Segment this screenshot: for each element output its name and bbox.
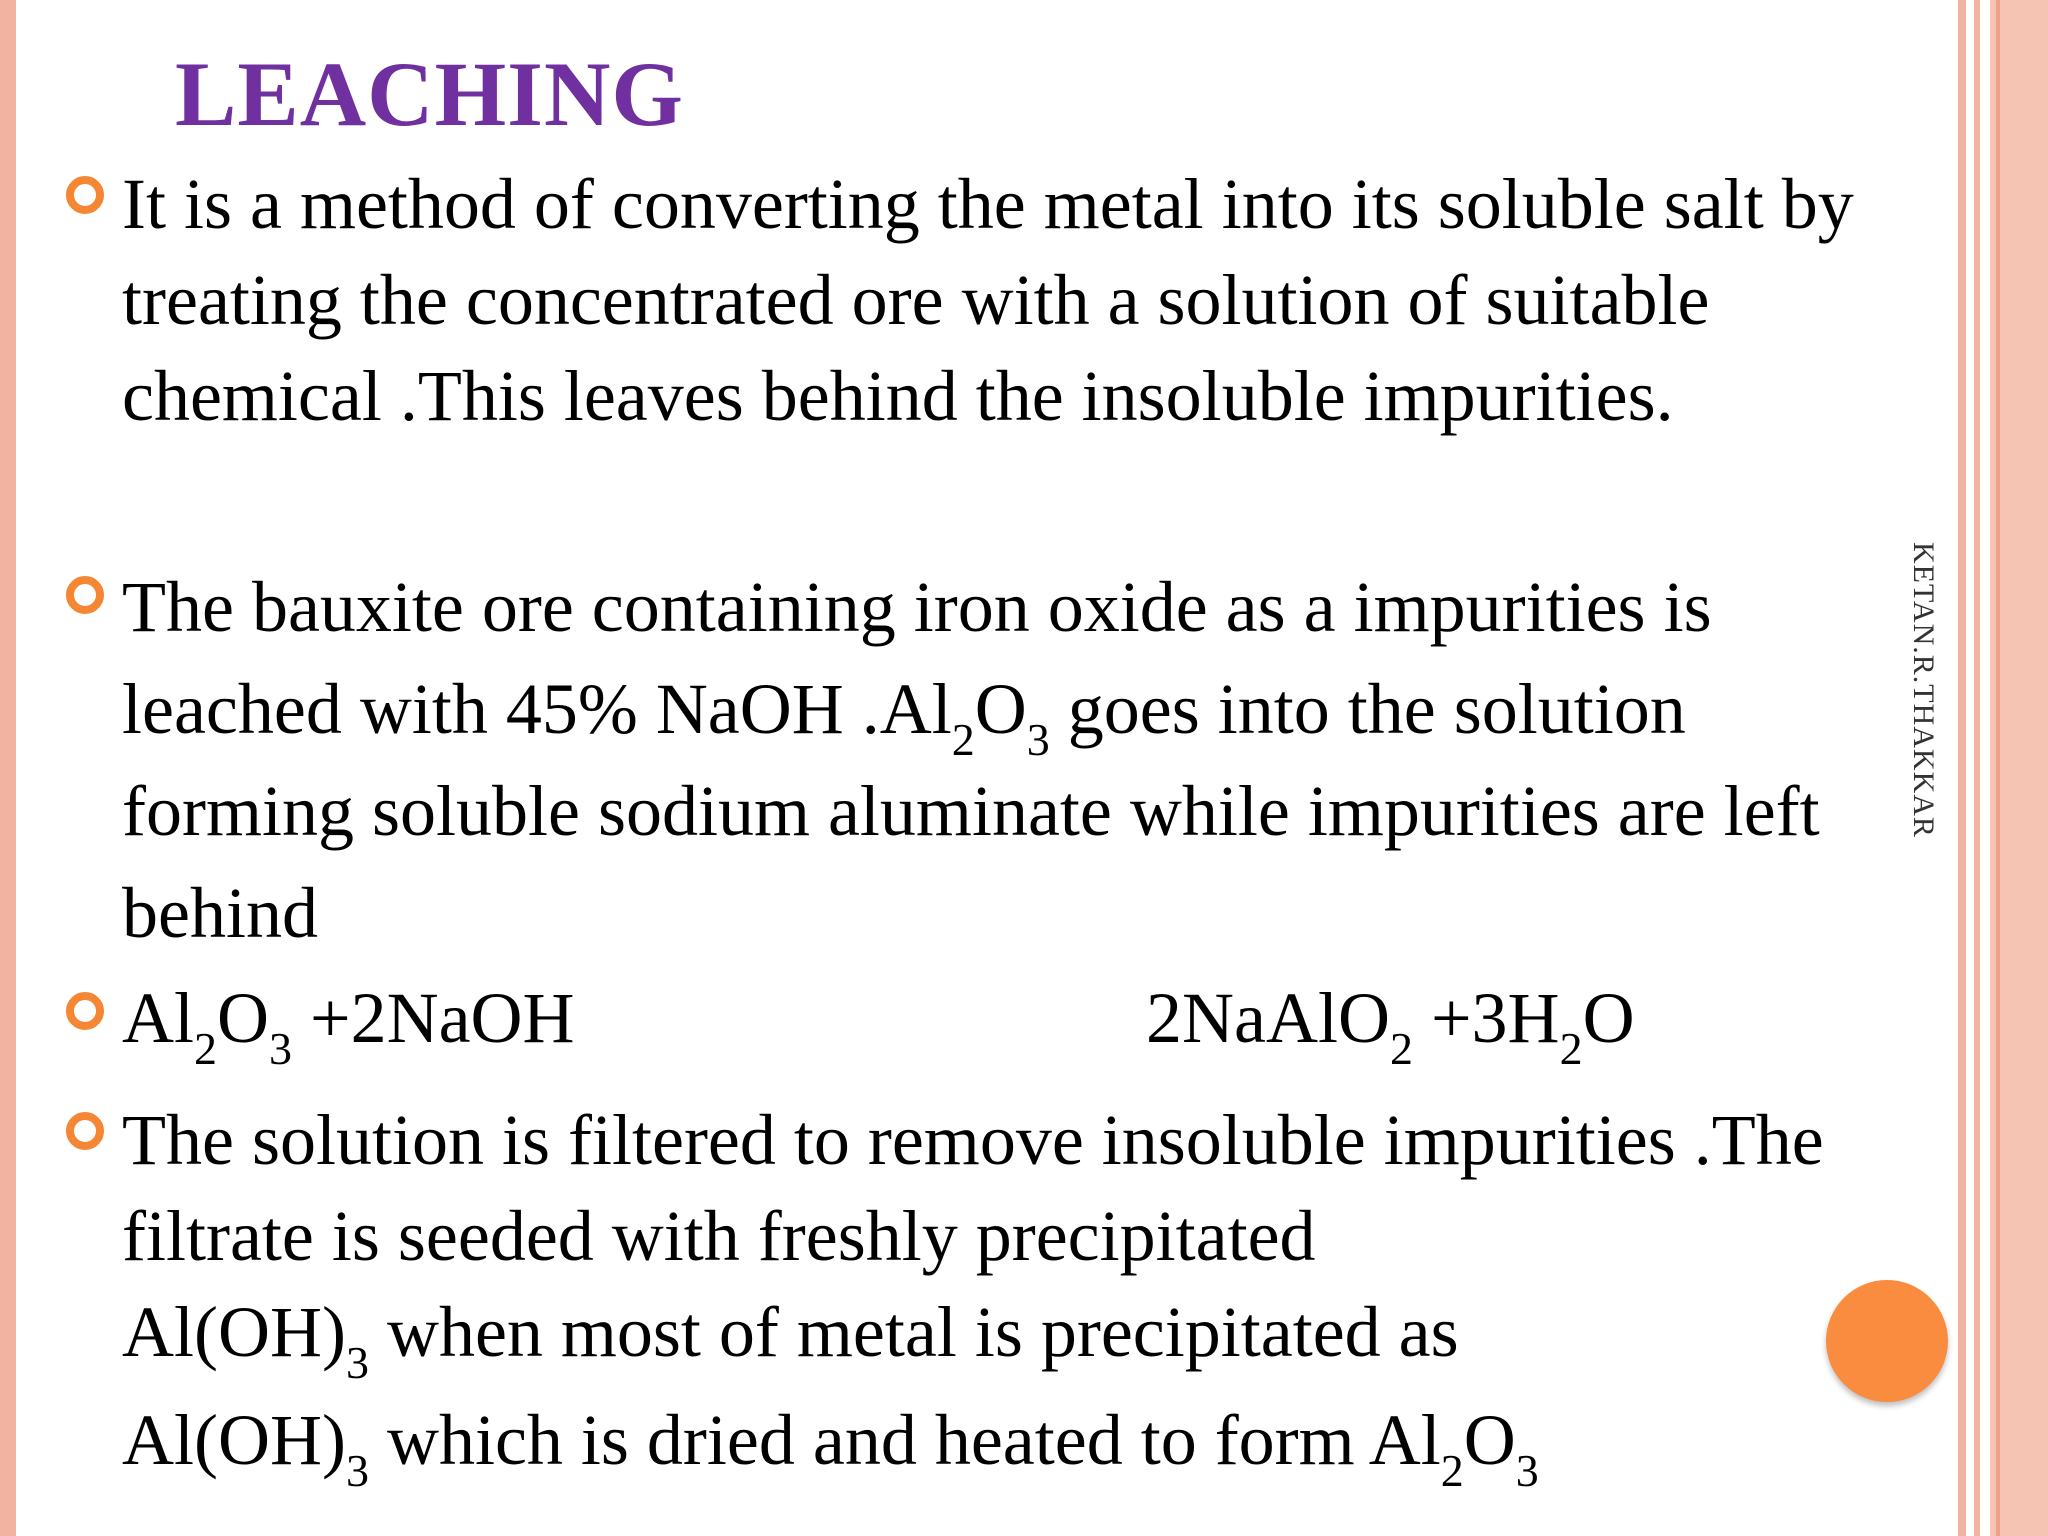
decorative-orange-circle	[1826, 1280, 1948, 1402]
author-name: KETAN.R.THAKKAR	[1907, 542, 1940, 838]
bullet-icon	[66, 576, 104, 614]
right-border-line	[1996, 0, 2000, 1536]
bullet-text-part: O	[974, 669, 1027, 749]
bullet-text: It is a method of converting the metal into its soluble salt by treating the concentrated ore with a solution of suitable chemical .This leaves behind the insoluble impurities.	[122, 164, 1854, 436]
bullet-text-part: The bauxite ore containing iron oxide as a impurities is leached with 45% NaOH .Al	[122, 567, 1712, 749]
bullet-icon	[66, 176, 104, 214]
bullet-text-line: $Al(OH)_3$ when most of metal is precipitated as	[122, 1292, 1459, 1388]
subscript: 3	[1026, 714, 1050, 765]
bullet-text-line: $Al(OH)_3$ which is dried and heated to form $Al_2O_3$	[122, 1400, 1539, 1496]
equation-reactants: $Al_2O_3$ +2NaOH	[122, 978, 575, 1074]
bullet-icon	[66, 1112, 104, 1150]
bullet-icon	[66, 992, 104, 1030]
bullet-text-part: goes into the solution forming soluble sodium aluminate while impurities are left behind	[122, 669, 1820, 953]
bullet-text	[122, 556, 1882, 964]
subscript: 2	[951, 714, 975, 765]
left-border	[0, 0, 16, 1536]
bullet-text: The solution is filtered to remove insoluble impurities .The filtrate is seeded with freshly precipitated	[122, 1100, 1824, 1276]
slide-title: LEACHING	[175, 43, 684, 145]
right-border-stripe	[1974, 0, 1980, 1536]
right-border-stripe	[1958, 0, 1966, 1536]
equation-products: 2NaAlO$_2$ $+3H_2O$	[1146, 978, 1635, 1074]
